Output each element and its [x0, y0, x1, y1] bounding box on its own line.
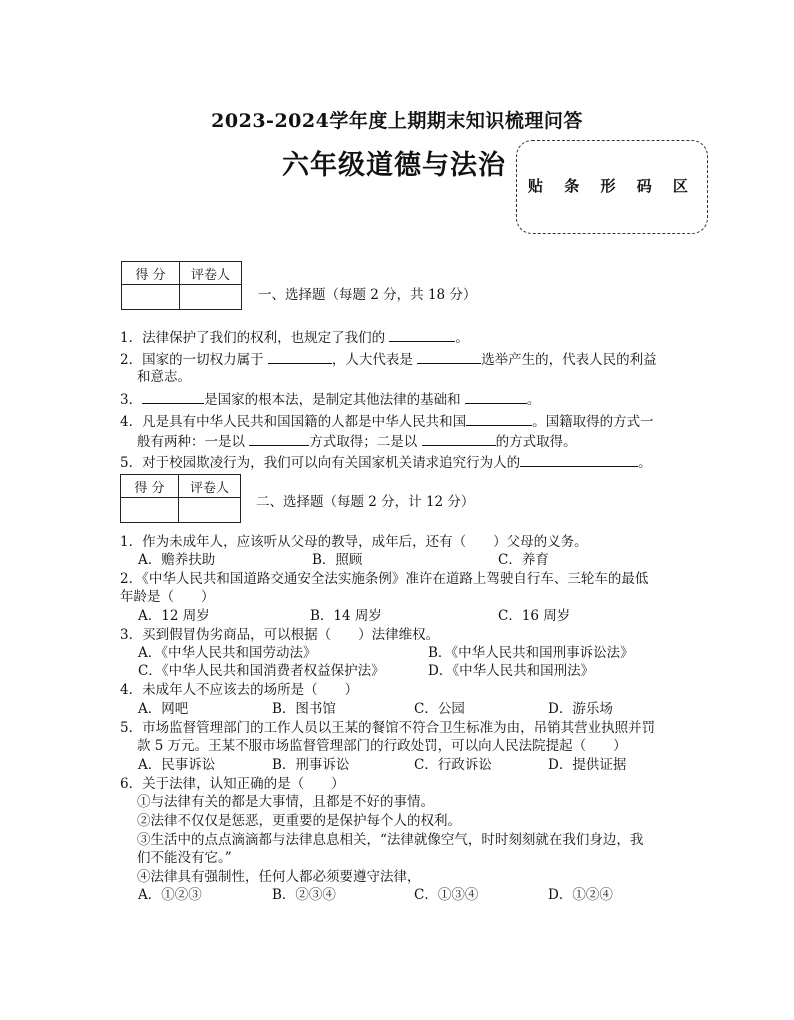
exam-title: 2023-2024学年度上期期末知识梳理问答 — [211, 110, 583, 132]
s2-q4-option-a[interactable]: A．网吧 — [138, 701, 189, 717]
s2-q2-option-a[interactable]: A．12 周岁 — [138, 608, 210, 624]
barcode-area — [516, 140, 708, 234]
score-cell[interactable] — [122, 285, 180, 310]
s2-q2-option-b[interactable]: B．14 周岁 — [310, 608, 382, 624]
blank[interactable] — [142, 389, 204, 404]
blank[interactable] — [268, 349, 332, 364]
s2-q4-option-c[interactable]: C．公园 — [414, 701, 465, 717]
score-header: 得 分 — [122, 262, 180, 285]
s2-q5-stem-cont: 款 5 万元。王某不服市场监督管理部门的行政处罚，可以向人民法院提起（ ） — [137, 738, 627, 754]
s1-q3: 3． 是国家的根本法，是制定其他法律的基础和 。 — [120, 389, 540, 409]
s2-q6-option-a[interactable]: A．①②③ — [138, 887, 202, 903]
s2-q4-option-d[interactable]: D．游乐场 — [548, 701, 613, 717]
s1-q4-cont: 般有两种：一是以 方式取得；二是以 的方式取得。 — [137, 431, 577, 451]
s2-q1-option-b[interactable]: B．照顾 — [312, 552, 363, 568]
s1-q2: 2．国家的一切权力属于 ，人大代表是 选举产生的，代表人民的利益 — [120, 349, 657, 369]
barcode-label: 贴 条 形 码 区 — [528, 177, 696, 195]
blank[interactable] — [465, 389, 527, 404]
s2-q5-stem: 5．市场监督管理部门的工作人员以王某的餐馆不符合卫生标准为由，吊销其营业执照并罚 — [120, 720, 656, 736]
s1-q1: 1．法律保护了我们的权利，也规定了我们的 。 — [120, 327, 469, 347]
grader-header: 评卷人 — [179, 475, 241, 498]
s1-q5: 5．对于校园欺凌行为，我们可以向有关国家机关请求追究行为人的 。 — [120, 452, 652, 472]
blank[interactable] — [422, 431, 496, 446]
s2-q4-stem: 4．未成年人不应该去的场所是（ ） — [120, 682, 359, 698]
blank[interactable] — [389, 327, 455, 342]
s2-q6-option-b[interactable]: B．②③④ — [272, 887, 336, 903]
s2-q3-option-b[interactable]: B．《中华人民共和国刑事诉讼法》 — [428, 645, 634, 661]
s2-q3-option-a[interactable]: A．《中华人民共和国劳动法》 — [138, 645, 317, 661]
s2-q1-option-a[interactable]: A．赡养扶助 — [138, 552, 216, 568]
grader-cell[interactable] — [180, 285, 242, 310]
blank[interactable] — [249, 431, 309, 446]
s2-q4-option-b[interactable]: B．图书馆 — [272, 701, 336, 717]
s2-q3-option-d[interactable]: D．《中华人民共和国刑法》 — [428, 663, 595, 679]
s1-q2-cont: 和意志。 — [137, 369, 191, 385]
s2-q5-option-c[interactable]: C．行政诉讼 — [414, 757, 492, 773]
section1-heading: 一、选择题（每题 2 分，共 18 分） — [258, 287, 477, 303]
s2-q3-stem: 3．买到假冒伪劣商品，可以根据（ ）法律维权。 — [120, 627, 440, 643]
grader-cell[interactable] — [179, 498, 241, 523]
s1-q4: 4．凡是具有中华人民共和国国籍的人都是中华人民共和国 。国籍取得的方式一 — [120, 411, 654, 431]
s2-q6-statement-4: ④法律具有强制性，任何人都必须要遵守法律， — [137, 869, 421, 885]
score-table-2 — [120, 474, 241, 523]
score-header: 得 分 — [121, 475, 179, 498]
s2-q6-option-d[interactable]: D．①②④ — [548, 887, 613, 903]
s2-q1-option-c[interactable]: C．养育 — [498, 552, 549, 568]
grader-header: 评卷人 — [180, 262, 242, 285]
blank[interactable] — [466, 411, 532, 426]
blank[interactable] — [520, 452, 638, 467]
s2-q6-option-c[interactable]: C．①③④ — [414, 887, 479, 903]
s2-q6-statement-3-cont: 们不能没有它。” — [137, 850, 232, 866]
s2-q2-option-c[interactable]: C．16 周岁 — [498, 608, 571, 624]
s2-q6-statement-1: ①与法律有关的都是大事情，且都是不好的事情。 — [137, 794, 434, 810]
s2-q6-statement-3: ③生活中的点点滴滴都与法律息息相关，“法律就像空气，时时刻刻就在我们身边，我 — [137, 832, 644, 848]
s2-q5-option-a[interactable]: A．民事诉讼 — [138, 757, 216, 773]
s2-q6-statement-2: ②法律不仅仅是惩恶，更重要的是保护每个人的权利。 — [137, 813, 461, 829]
exam-subtitle: 六年级道德与法治 — [282, 150, 506, 181]
s2-q1-stem: 1．作为未成年人，应该听从父母的教导，成年后，还有（ ）父母的义务。 — [120, 534, 588, 550]
s2-q2-stem: 2．《中华人民共和国道路交通安全法实施条例》准许在道路上驾驶自行车、三轮车的最低 — [120, 571, 649, 587]
blank[interactable] — [417, 349, 481, 364]
score-cell[interactable] — [121, 498, 179, 523]
s2-q5-option-b[interactable]: B．刑事诉讼 — [272, 757, 350, 773]
section2-heading: 二、选择题（每题 2 分，计 12 分） — [256, 494, 475, 510]
s2-q3-option-c[interactable]: C．《中华人民共和国消费者权益保护法》 — [138, 663, 385, 679]
score-table-1 — [121, 261, 242, 310]
s2-q6-stem: 6．关于法律，认知正确的是（ ） — [120, 776, 345, 792]
s2-q2-stem-cont: 年龄是（ ） — [120, 589, 215, 605]
s2-q5-option-d[interactable]: D．提供证据 — [548, 757, 627, 773]
